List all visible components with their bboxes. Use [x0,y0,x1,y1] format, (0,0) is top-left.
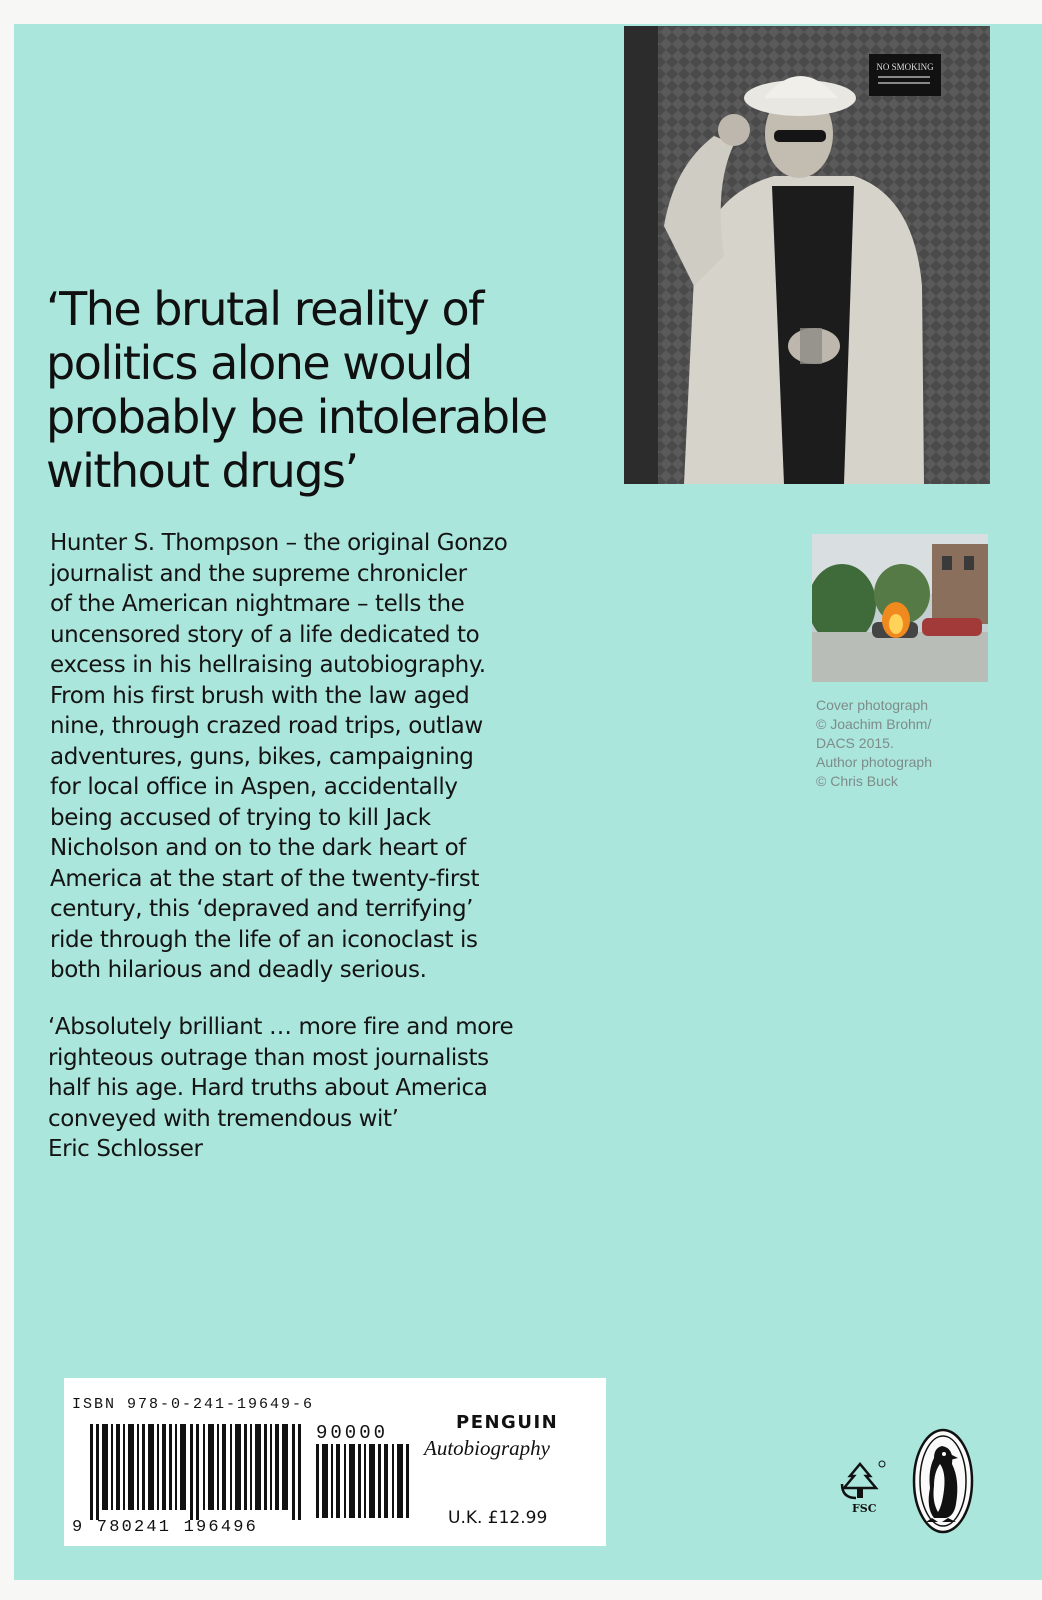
quote-line: probably be intolerable [46,390,547,444]
blurb-line: journalist and the supreme chronicler [50,560,467,587]
photo-credits: Cover photograph © Joachim Brohm/ DACS 2015. Author photograph © Chris Buck [816,697,932,789]
blurb-line: From his first brush with the law aged [50,682,470,709]
no-smoking-sign: NO SMOKING [876,62,934,72]
book-blurb [50,528,610,986]
pull-quote [46,282,606,498]
blurb-line: of the American nightmare – tells the [50,591,465,617]
review-line: conveyed with tremendous wit’ [48,1105,399,1132]
review-attribution: Eric Schlosser [48,1136,203,1162]
barcode-digits: 9 780241 196496 [72,1518,259,1537]
quote-line: ‘The brutal reality of [46,282,483,336]
blurb-line: ride through the life of an iconoclast is [50,926,478,953]
blurb-line: nine, through crazed road trips, outlaw [50,713,483,739]
review-line: ‘Absolutely brilliant … more fire and more [48,1014,514,1040]
blurb-line: Hunter S. Thompson – the original Gonzo [50,530,508,556]
cover-photo-thumbnail [812,534,988,682]
ean-barcode [90,1424,308,1520]
addon-barcode [316,1434,414,1518]
review-line: half his age. Hard truths about America [48,1075,488,1101]
blurb-line: century, this ‘depraved and terrifying’ [50,896,474,922]
barcode-panel [64,1378,606,1546]
blurb-line: both hilarious and deadly serious. [50,957,427,983]
review-quote [48,1012,608,1165]
blurb-line: being accused of trying to kill Jack [50,804,431,831]
barcode-addon-number: 90000 [316,1422,389,1444]
blurb-line: for local office in Aspen, accidentally [50,774,458,800]
quote-line: politics alone would [46,336,472,390]
fsc-label: FSC [852,1502,877,1515]
fsc-tree-icon [840,1458,888,1502]
review-line: righteous outrage than most journalists [48,1044,489,1071]
series-name: Autobiography [424,1436,550,1460]
blurb-line: adventures, guns, bikes, campaigning [50,743,474,770]
blurb-line: Nicholson and on to the dark heart of [50,835,466,861]
author-photograph [624,26,990,484]
quote-line: without drugs’ [46,444,358,498]
blurb-line: uncensored story of a life dedicated to [50,621,480,648]
publisher-name: PENGUIN [456,1412,559,1433]
isbn-number: ISBN 978-0-241-19649-6 [72,1396,315,1413]
blurb-line: America at the start of the twenty-first [50,865,480,892]
blurb-line: excess in his hellraising autobiography. [50,652,486,678]
author-photo-image [624,26,990,484]
price: U.K. £12.99 [448,1508,548,1528]
cover-photo-image [812,534,988,682]
penguin-logo-icon [912,1428,974,1534]
